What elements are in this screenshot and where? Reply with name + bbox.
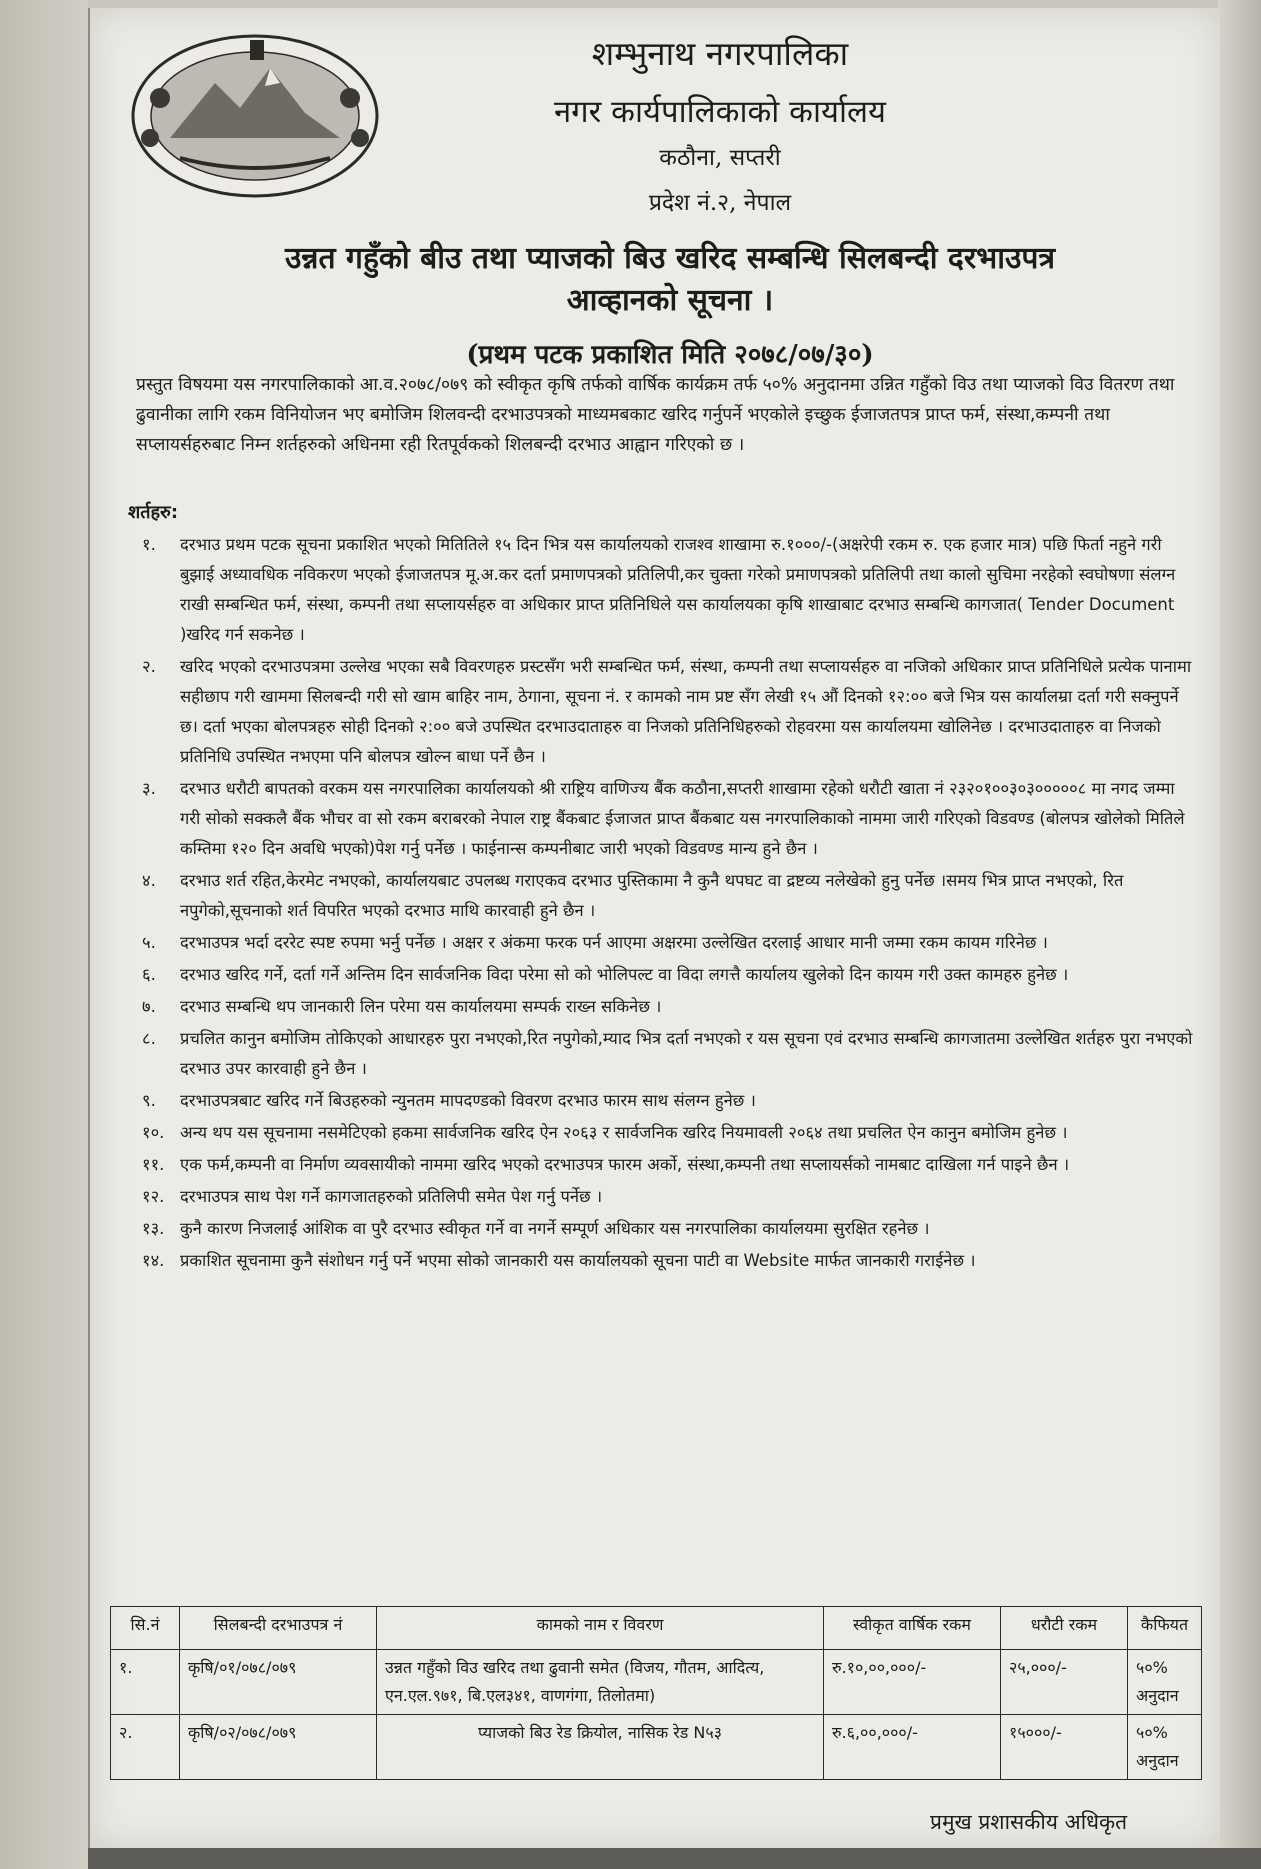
cell-tender-no: कृषि/०१/०७८/०७९ <box>180 1650 377 1715</box>
condition-number: १०. <box>142 1123 165 1142</box>
condition-number: ५. <box>142 933 156 952</box>
condition-item <box>128 1246 1200 1276</box>
condition-number: १४. <box>142 1251 165 1270</box>
condition-text: दरभाउ धरौटी बापतको वरकम यस नगरपालिका कार्यालयको श्री राष्ट्रिय वाणिज्य बैंक कठौना,सप्तरी शाखामा रहेको धरौटी खाता नं २३२०१००३०३०००००८ मा नगद जम्मा गरी सोको सक्कलै बैंक भौचर वा सो रकम बराबरको नेपाल राष्ट्र बैंकबाट ईजाजत प्राप्त बैंकबाट यस नगरपालिकाको नाममा जारी गरिएको विडवण्ड (बोलपत्र खोलेको मितिले कम्तिमा १२० दिन अवधि भएको)पेश गर्नु पर्नेछ । फाईनान्स कम्पनीबाट जारी भएको विडवण्ड मान्य हुने छैन । <box>180 779 1185 858</box>
table-row <box>111 1715 1202 1780</box>
condition-text: कुनै कारण निजलाई आंशिक वा पुरै दरभाउ स्वीकृत गर्ने वा नगर्ने सम्पूर्ण अधिकार यस नगरपालिका कार्यालयमा सुरक्षित रहनेछ । <box>180 1219 930 1238</box>
cell-sn: २. <box>111 1715 180 1780</box>
condition-item <box>128 1086 1200 1116</box>
office-province: प्रदेश नं.२, नेपाल <box>648 190 792 216</box>
condition-number: ८. <box>142 1029 156 1048</box>
condition-text: दरभाउपत्रबाट खरिद गर्ने बिउहरुको न्युनतम मापदण्डको विवरण दरभाउ फारम साथ संलग्न हुनेछ । <box>180 1091 756 1110</box>
tender-table <box>110 1606 1202 1780</box>
condition-item <box>128 960 1200 990</box>
condition-text: दरभाउपत्र साथ पेश गर्ने कागजातहरुको प्रतिलिपी समेत पेश गर्नु पर्नेछ । <box>180 1187 603 1206</box>
cell-amount: रु.६,००,०००/- <box>824 1715 1001 1780</box>
condition-number: १२. <box>142 1187 165 1206</box>
office-name: शम्भुनाथ नगरपालिका <box>591 34 849 73</box>
condition-item <box>128 1118 1200 1148</box>
condition-number: १३. <box>142 1219 165 1238</box>
page-edge-left <box>0 0 88 1869</box>
condition-item <box>128 774 1200 864</box>
condition-text: प्रचलित कानुन बमोजिम तोकिएको आधारहरु पुरा नभएको,रित नपुगेको,म्याद भित्र दर्ता नभएको र यस सूचना एवं दरभाउ सम्बन्धि कागजातमा उल्लेखित शर्तहरु पुरा नभएको दरभाउ उपर कारवाही हुने छैन । <box>180 1029 1193 1078</box>
condition-number: ११. <box>142 1155 165 1174</box>
condition-text: दरभाउ सम्बन्धि थप जानकारी लिन परेमा यस कार्यालयमा सम्पर्क राख्न सकिनेछ । <box>180 997 662 1016</box>
condition-number: ७. <box>142 997 156 1016</box>
page-edge-bottom <box>88 1848 1261 1869</box>
condition-text: दरभाउपत्र भर्दा दररेट स्पष्ट रुपमा भर्नु पर्नेछ । अक्षर र अंकमा फरक पर्न आएमा अक्षरमा उल्लेखित दरलाई आधार मानी जम्मा रकम कायम गरिनेछ । <box>180 933 1048 952</box>
condition-text: एक फर्म,कम्पनी वा निर्माण व्यवसायीको नाममा खरिद भएको दरभाउपत्र फारम अर्को, संस्था,कम्पनी तथा सप्लायर्सको नामबाट दाखिला गर्न पाइने छैन । <box>180 1155 1070 1174</box>
cell-sn: १. <box>111 1650 180 1715</box>
nepal-emblem-icon <box>120 28 390 203</box>
condition-number: १. <box>142 535 156 554</box>
condition-text: खरिद भएको दरभाउपत्रमा उल्लेख भएका सबै विवरणहरु प्रस्टसँग भरी सम्बन्धित फर्म, संस्था, कम्पनी तथा सप्लायर्सहरु वा नजिको अधिकार प्राप्त प्रतिनिधिले प्रत्येक पानामा सहीछाप गरी खाममा सिलबन्दी गरी सो खाम बाहिर नाम, ठेगाना, सूचना नं. र कामको नाम प्रष्ट सँग लेखी १५ औं दिनको १२:०० बजे भित्र यस कार्यालम्रा दर्ता गरी सक्नुपर्ने छ। दर्ता भएका बोलपत्रहरु सोही दिनको २:०० बजे उपस्थित दरभाउदाताहरु वा निजको प्रतिनिधिहरुको रोहवरमा यस कार्यालयमा खोलिनेछ । दरभाउदाताहरु वा निजको प्रतिनिधि उपस्थित नभएमा पनि बोलपत्र खोल्न बाधा पर्ने छैन । <box>180 657 1192 766</box>
column-header: सिलबन्दी दरभाउपत्र नं <box>180 1607 377 1650</box>
condition-number: ६. <box>142 965 156 984</box>
condition-item <box>128 1150 1200 1180</box>
condition-item <box>128 928 1200 958</box>
conditions-list <box>128 530 1200 1278</box>
cell-description: उन्नत गहुँको विउ खरिद तथा ढुवानी समेत (विजय, गौतम, आदित्य, एन.एल.९७१, बि.एल३४१, वाणगंगा, तिलोतमा) <box>377 1650 824 1715</box>
signatory-title: प्रमुख प्रशासकीय अधिकृत <box>930 1810 1128 1834</box>
cell-amount: रु.१०,००,०००/- <box>824 1650 1001 1715</box>
cell-deposit: १५०००/- <box>1001 1715 1128 1780</box>
cell-remarks: ५०% अनुदान <box>1128 1650 1202 1715</box>
condition-number: ३. <box>142 779 156 798</box>
notice-title-line-1: उन्नत गहुँको बीउ तथा प्याजको बिउ खरिद सम्बन्धि सिलबन्दी दरभाउपत्र <box>284 241 1056 276</box>
office-subtitle: नगर कार्यपालिकाको कार्यालय <box>553 94 887 130</box>
table-header-row <box>111 1607 1202 1650</box>
condition-text: प्रकाशित सूचनामा कुनै संशोधन गर्नु पर्ने भएमा सोको जानकारी यस कार्यालयको सूचना पाटी वा Website मार्फत जानकारी गराईनेछ । <box>180 1251 976 1270</box>
condition-item <box>128 992 1200 1022</box>
intro-paragraph: प्रस्तुत विषयमा यस नगरपालिकाको आ.व.२०७८/०७९ को स्वीकृत कृषि तर्फको वार्षिक कार्यक्रम तर्फ ५०% अनुदानमा उन्नित गहुँको विउ तथा प्याजको विउ वितरण तथा ढुवानीका लागि रकम विनियोजन भए बमोजिम शिलवन्दी दरभाउपत्रको माध्यमबकाट खरिद गर्नुपर्ने भएकोले इच्छुक ईजाजतपत्र प्राप्त फर्म, संस्था,कम्पनी तथा सप्लायर्सहरुबाट निम्न शर्तहरुको अधिनमा रही रितपूर्वकको शिलबन्दी दरभाउ आह्वान गरिएको छ । <box>136 375 1175 455</box>
condition-item <box>128 1182 1200 1212</box>
cell-deposit: २५,०००/- <box>1001 1650 1128 1715</box>
condition-item <box>128 652 1200 772</box>
condition-item <box>128 530 1200 650</box>
column-header: स्वीकृत वार्षिक रकम <box>824 1607 1001 1650</box>
column-header: धरौटी रकम <box>1001 1607 1128 1650</box>
office-location: कठौना, सप्तरी <box>659 145 781 171</box>
condition-text: दरभाउ प्रथम पटक सूचना प्रकाशित भएको मितितिले १५ दिन भित्र यस कार्यालयको राजश्व शाखामा रु.१०००/-(अक्षरेपी रकम रु. एक हजार मात्र) पछि फिर्ता नहुने गरी बुझाई अध्यावधिक नविकरण भएको ईजाजतपत्र मू.अ.कर दर्ता प्रमाणपत्रको प्रतिलिपी,कर चुक्ता गरेको प्रमाणपत्रको प्रतिलिपी तथा कालो सुचिमा नरहेको स्वघोषणा संलग्न राखी सम्बन्धित फर्म, संस्था, कम्पनी तथा सप्लायर्सहरु वा अधिकार प्राप्त प्रतिनिधिले यस कार्यालयका कृषि शाखाबाट दरभाउ सम्बन्धि कागजात( Tender Document )खरिद गर्न सकनेछ । <box>180 535 1176 644</box>
notice-title-line-2: आव्हानको सूचना । <box>566 283 774 318</box>
cell-description: प्याजको बिउ रेड क्रियोल, नासिक रेड N५३ <box>377 1715 824 1780</box>
cell-remarks: ५०% अनुदान <box>1128 1715 1202 1780</box>
condition-text: दरभाउ शर्त रहित,केरमेट नभएको, कार्यालयबाट उपलब्ध गराएकव दरभाउ पुस्तिकामा नै कुनै थपघट वा द्रष्टव्य नलेखेको हुनु पर्नेछ ।समय भित्र प्राप्त नभएको, रित नपुगेको,सूचनाको शर्त विपरित भएको दरभाउ माथि कारवाही हुने छैन । <box>180 871 1124 920</box>
column-header: कैफियत <box>1128 1607 1202 1650</box>
table-row <box>111 1650 1202 1715</box>
published-date: (प्रथम पटक प्रकाशित मिति २०७८/०७/३०) <box>466 340 874 370</box>
condition-number: २. <box>142 657 156 676</box>
column-header: सि.नं <box>111 1607 180 1650</box>
condition-text: दरभाउ खरिद गर्ने, दर्ता गर्ने अन्तिम दिन सार्वजनिक विदा परेमा सो को भोलिपल्ट वा विदा लगत्तै कार्यालय खुलेको दिन कायम गरी उक्त कामहरु हुनेछ । <box>180 965 1069 984</box>
condition-item <box>128 1214 1200 1244</box>
condition-number: ४. <box>142 871 156 890</box>
cell-tender-no: कृषि/०२/०७८/०७९ <box>180 1715 377 1780</box>
condition-number: ९. <box>142 1091 156 1110</box>
page-edge-right <box>1218 0 1261 1869</box>
condition-item <box>128 866 1200 926</box>
condition-text: अन्य थप यस सूचनामा नसमेटिएको हकमा सार्वजनिक खरिद ऐन २०६३ र सार्वजनिक खरिद नियमावली २०६४ तथा प्रचलित ऐन कानुन बमोजिम हुनेछ । <box>180 1123 1068 1142</box>
column-header: कामको नाम र विवरण <box>377 1607 824 1650</box>
conditions-heading: शर्तहरु: <box>128 502 179 523</box>
condition-item <box>128 1024 1200 1084</box>
